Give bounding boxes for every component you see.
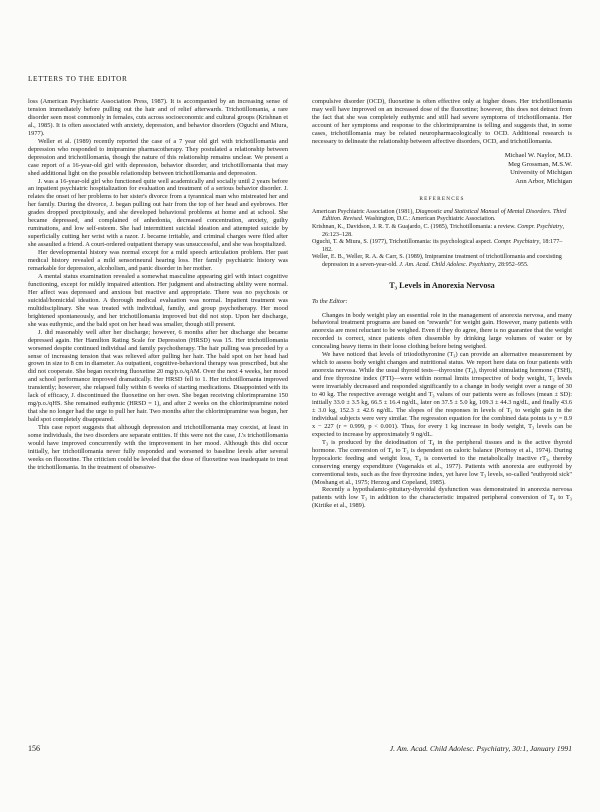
author-location: Ann Arbor, Michigan (515, 178, 572, 186)
paragraph: Her developmental history was normal except for a mild speech articulation problem. Her past medical history revealed a mild sensorineural hearing loss. Her family psychiatric history was remarkable for depression, alcoholism, and panic disorder in her mother. (28, 249, 288, 273)
paragraph: T₃ is produced by the deiodination of T₄ in the peripheral tissues and is the active thyroid hormone. The conversion of T₄ to T₃ is dependent on caloric balance (Portnoy et al., 1974). During hypocaloric feeding and weight loss, T₄ is converted to the metabolically inactive rT₃, thereby conserving energy expenditure (Vagenakis et al., 1977). Patients with anorexia are euthyroid by conventional tests, such as the free thyroxine index, yet have low T₃ levels, so-called "euthyroid sick" (Moshang et al., 1975; Herzog and Copeland, 1985). (312, 438, 572, 486)
article-title: T₃ Levels in Anorexia Nervosa (389, 280, 495, 290)
page-number: 156 (28, 744, 40, 753)
journal-citation: J. Am. Acad. Child Adolesc. Psychiatry, 30:1, January 1991 (389, 744, 572, 753)
paragraph: A mental status examination revealed a somewhat masculine appearing girl with intact cognitive functioning, except for mildly impaired attention. Her judgment and abstracting ability were normal. Her affect was depressed and anxious but reactive and appropriate. There was no psychosis or suicidal/homicidal ideation. A thorough medical evaluation was normal. Inpatient treatment was multidisciplinary. She was treated with individual, family, and group psychotherapy. Her mood brightened spontaneously, and her trichotillomania improved but did not stop. Upon her discharge, she was euthymic, and the bald spot on her head was smaller, though still present. (28, 272, 288, 328)
author-affiliation: University of Michigan (510, 169, 572, 177)
salutation: To the Editor: (312, 297, 348, 305)
paragraph: Weller et al. (1989) recently reported the case of a 7 year old girl with trichotillomania and depression who responded to imipramine pharmacotherapy. They postulated a relationship between depression and trichotillomania, though the nature of this relationship remains unclear. We present a case report of a 16-year-old girl with depression, behavior disorder, and trichotillomania that may shed additional light on the possible relationship between trichotillomania and depression. (28, 137, 288, 177)
author-name: Michael W. Naylor, M.D. (504, 151, 572, 159)
signature-block (312, 152, 572, 187)
left-column (28, 98, 288, 472)
running-head: LETTERS TO THE EDITOR (28, 74, 128, 83)
reference-entry: American Psychiatric Association (1981), Diagnostic and Statistical Manual of Mental Disorders. Third Edition. Revised. Washington, D.C.: American Psychiatric Association. (312, 208, 567, 223)
author-name: Meg Grossman, M.S.W. (508, 160, 572, 168)
right-column (312, 98, 572, 510)
paragraph: This case report suggests that although depression and trichotillomania may coexist, at least in some individuals, the two disorders are separate entities. If this were not the case, J.'s trichotillomania would have improved concurrently with the improvement in her mood. Although this did occur initially, her trichotillomania never fully responded and worsened to baseline levels after several weeks on fluoxetine. The criticism could be leveled that the dose of fluoxetine was inadequate to treat the trichotillomania. In the treatment of obsessive- (28, 424, 288, 471)
paragraph: loss (American Psychiatric Association Press, 1987). It is accompanied by an increasing sense of tension immediately before pulling out the hair and of relief afterwards. Trichotillomania, a rare disorder seen most commonly in females, cuts across socioeconomic and cultural groups (Krishnan et al., 1985). It is often associated with anxiety, depression, and behavior disorders (Oguchi and Miura, 1977). (28, 98, 288, 137)
paragraph: compulsive disorder (OCD), fluoxetine is often effective only at higher doses. Her trichotillomania may well have improved on an increased dose of the fluoxetine; however, this does not detract from the fact that she was completely euthymic and still had severe symptoms of trichotillomania. Her account of her symptoms and response to the chlorimipramine is telling and suggests that, in some cases, trichotillomania may be related neuropharmacologically to OCD. Additional research is necessary to delineate the relationship between affective disorders, OCD, and trichotillomania. (312, 98, 572, 145)
reference-entry: Krishnan, K., Davidson, J. R. T. & Guajardo, C. (1985), Trichotillomania: a review. Compr. Psychiatry, 26:123–128. (312, 224, 565, 238)
reference-entry: Oguchi, T. & Miura, S. (1977), Trichotillomania: its psychological aspect. Compr. Psychiatry, 18:177–182. (312, 239, 563, 253)
paragraph: Changes in body weight play an essential role in the management of anorexia nervosa, and many behavioral treatment programs are based on "rewards" for weight gain. However, many patients with anorexia are most reluctant to be weighed. Even if they do agree, there is no guarantee that the weight recorded is correct, since patients often dissemble by drinking large volumes of water or by concealing heavy items in their loose clothing before being weighed. (312, 311, 572, 351)
paragraph: Recently a hypothalamic-pituitary-thyroidal dysfunction was demonstrated in anorexia nervosa patients with low T₃ in addition to the characteristic impaired peripheral conversion of T₄ to T₃ (Kiriike et al., 1989). (312, 486, 572, 510)
paragraph: J. was a 16-year-old girl who functioned quite well academically and socially until 2 years before an inpatient psychiatric hospitalization for evaluation and treatment of a serious behavior disorder. J. relates the onset of her problems to her sister's divorce from a tyrannical man who mistreated her and her family. During the divorce, J. began pulling out hair from the top of her head and eyebrows. Her grades dropped precipitously, and she developed behavioral problems at home and at school. She became depressed, and complained of anhedonia, decreased concentration, anxiety, guilty ruminations, and low self-esteem. She had intermittent suicidal ideation and attempted suicide by superficially cutting her wrist with a razor. J. became irritable, and criminal charges were filed after she assaulted a friend. A court-ordered outpatient therapy was unsuccessful, and she was hospitalized. (28, 177, 288, 249)
paragraph: We have noticed that levels of triiodothyronine (T₃) can provide an alternative measurement by which to assess body weight changes and nutritional status. We report here data on four patients with anorexia nervosa. While the usual thyroid tests—thyroxine (T₄), thyroid stimulating hormone (TSH), and free thyroxine index (FTI)—were within normal limits irrespective of body weight, T₃ levels were invariably decreased and responded significantly to a change in body weight over a range of 30 to 40 kg. The respective average weight and T₃ values of our patients were as follows (mean ± SD): initially 33.0 ± 3.5 kg, 66.5 ± 16.4 ng/dL, later on 37.5 ± 5.0 kg, 109.3 ± 44.3 ng/dL, and finally 43.6 ± 3.0 kg, 152.3 ± 42.6 ng/dL. The slopes of the responses in levels of T₃ to weight gain in the individual subjects were very similar. The regression equation for the combined data points is y = 8.9 x − 227 (r = 0.999, p < 0.001). Thus, for every 1 kg increase in body weight, T₃ levels can be expected to increase by approximately 9 ng/dL. (312, 351, 572, 438)
references-heading: REFERENCES (419, 195, 465, 202)
paragraph: J. did reasonably well after her discharge; however, 6 months after her discharge she became depressed again. Her Hamilton Rating Scale for Depression (HRSD) was 15. Her trichotillomania worsened despite continued individual and family psychotherapy. The hair pulling was preceded by a sense of increasing tension that was relieved after pulling her hair. The bald spot on her head had grown in size to 8 cm in diameter. As outpatient, cognitive-behavioral therapy was prescribed, but she did not cooperate. She began receiving fluoxetine 20 mg/p.o./qAM. Over the next 4 weeks, her mood and school performance improved dramatically. Her HRSD fell to 1. Her trichotillomania improved transiently; however, she relapsed fully within 6 weeks of starting medications. Disappointed with its lack of efficacy, J. discontinued the fluoxetine on her own. She began receiving chlorimpramine 150 mg/p.o./qHS. She remained euthymic (HRSD = 1), and after 2 weeks on the chlorimipramine noted that she no longer had the urge to pull her hair. Two months after the chlorimipramine was begun, her bald spot completely disappeared. (28, 328, 288, 424)
reference-entry: Weller, E. B., Weller, R. A. & Carr, S. (1989), Imipramine treatment of trichotillomania and coexisting depression in a seven-year-old. J. Am. Acad. Child Adolesc. Psychiatry, 28:952–955. (312, 254, 562, 269)
